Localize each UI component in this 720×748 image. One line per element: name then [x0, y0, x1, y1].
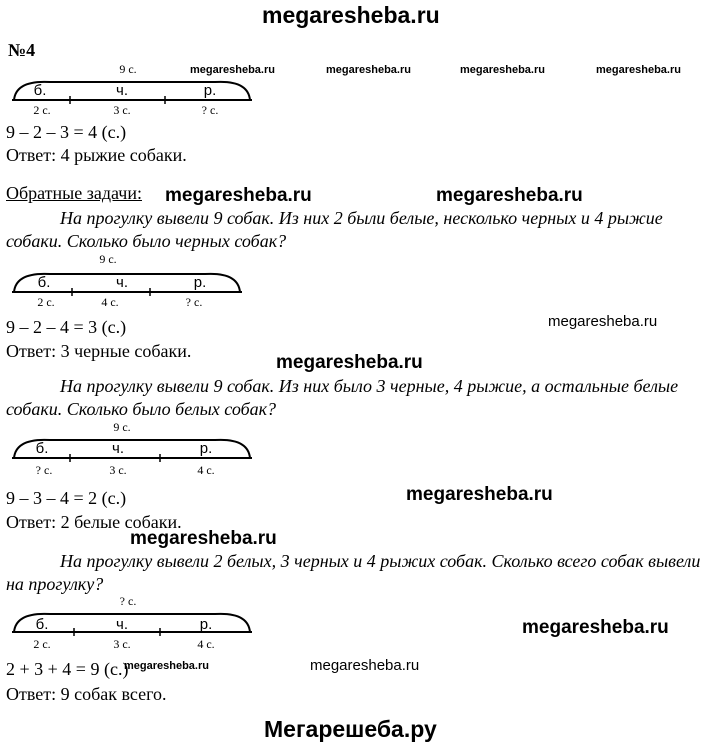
segment-label: р.	[193, 274, 207, 291]
segment-label: р.	[199, 616, 213, 633]
segment-value: ? с.	[201, 103, 219, 117]
segment-diagram-2	[10, 252, 245, 314]
segment-value: 4 с.	[197, 637, 215, 651]
watermark-small: megaresheba.ru	[326, 64, 411, 76]
equation: 9 – 3 – 4 = 2 (с.)	[6, 488, 127, 508]
problem-text: На прогулку вывели 2 белых, 3 черных и 4 рыжих собак. Сколько всего собак вывели на прогулку?	[6, 551, 701, 594]
segment-label: ч.	[116, 274, 128, 291]
answer: Ответ: 4 рыжие собаки.	[6, 145, 187, 165]
segment-value: 3 с.	[113, 637, 131, 651]
diagram-total-label: 9 с.	[119, 62, 137, 76]
equation: 9 – 2 – 3 = 4 (с.)	[6, 122, 127, 142]
watermark-big: megaresheba.ru	[165, 185, 312, 206]
segment-value: 2 с.	[37, 295, 55, 309]
segment-diagram-4	[10, 592, 255, 654]
watermark-small: megaresheba.ru	[596, 64, 681, 76]
segment-label: р.	[203, 82, 217, 99]
segment-value: 3 с.	[113, 103, 131, 117]
site-title: megaresheba.ru	[262, 2, 440, 28]
segment-label: ч.	[116, 616, 128, 633]
answer: Ответ: 2 белые собаки.	[6, 512, 182, 532]
segment-label: р.	[199, 440, 213, 457]
watermark-mid: megaresheba.ru	[548, 313, 658, 330]
watermark-big: megaresheba.ru	[276, 352, 423, 373]
equation: 9 – 2 – 4 = 3 (с.)	[6, 317, 127, 337]
segment-value: 4 с.	[197, 463, 215, 477]
task-number: №4	[8, 40, 36, 60]
segment-value: 2 с.	[33, 637, 51, 651]
watermark-big: megaresheba.ru	[436, 185, 583, 206]
watermark-big: megaresheba.ru	[406, 484, 553, 505]
problem-text: На прогулку вывели 9 собак. Из них было 3 черные, 4 рыжие, а остальные белые собаки. Сколько было белых собак?	[6, 376, 679, 419]
segment-label: ч.	[112, 440, 124, 457]
answer: Ответ: 3 черные собаки.	[6, 341, 192, 361]
segment-diagram-1	[10, 60, 255, 120]
segment-value: ? с.	[35, 463, 53, 477]
segment-value: ? с.	[185, 295, 203, 309]
segment-label: б.	[33, 82, 47, 99]
segment-diagram-3	[10, 418, 255, 480]
diagram-total-label: 9 с.	[113, 420, 131, 434]
diagram-total-label: ? с.	[119, 594, 137, 608]
watermark-small: megaresheba.ru	[190, 64, 275, 76]
segment-value: 2 с.	[33, 103, 51, 117]
watermark-small: megaresheba.ru	[460, 64, 545, 76]
watermark-small: megaresheba.ru	[124, 660, 209, 672]
diagram-total-label: 9 с.	[99, 252, 117, 266]
answer: Ответ: 9 собак всего.	[6, 684, 167, 704]
footer-title: Мегарешеба.ру	[264, 716, 437, 742]
segment-label: б.	[35, 440, 49, 457]
segment-label: ч.	[116, 82, 128, 99]
watermark-big: megaresheba.ru	[522, 617, 669, 638]
problem-text: На прогулку вывели 9 собак. Из них 2 были белые, несколько черных и 4 рыжие собаки. Сколько было черных собак?	[6, 208, 663, 251]
watermark-mid: megaresheba.ru	[310, 657, 420, 674]
segment-label: б.	[35, 616, 49, 633]
watermark-big: megaresheba.ru	[130, 528, 277, 549]
segment-value: 4 с.	[101, 295, 119, 309]
equation: 2 + 3 + 4 = 9 (с.)	[6, 659, 129, 679]
segment-value: 3 с.	[109, 463, 127, 477]
section-heading: Обратные задачи:	[6, 183, 142, 203]
segment-label: б.	[37, 274, 51, 291]
